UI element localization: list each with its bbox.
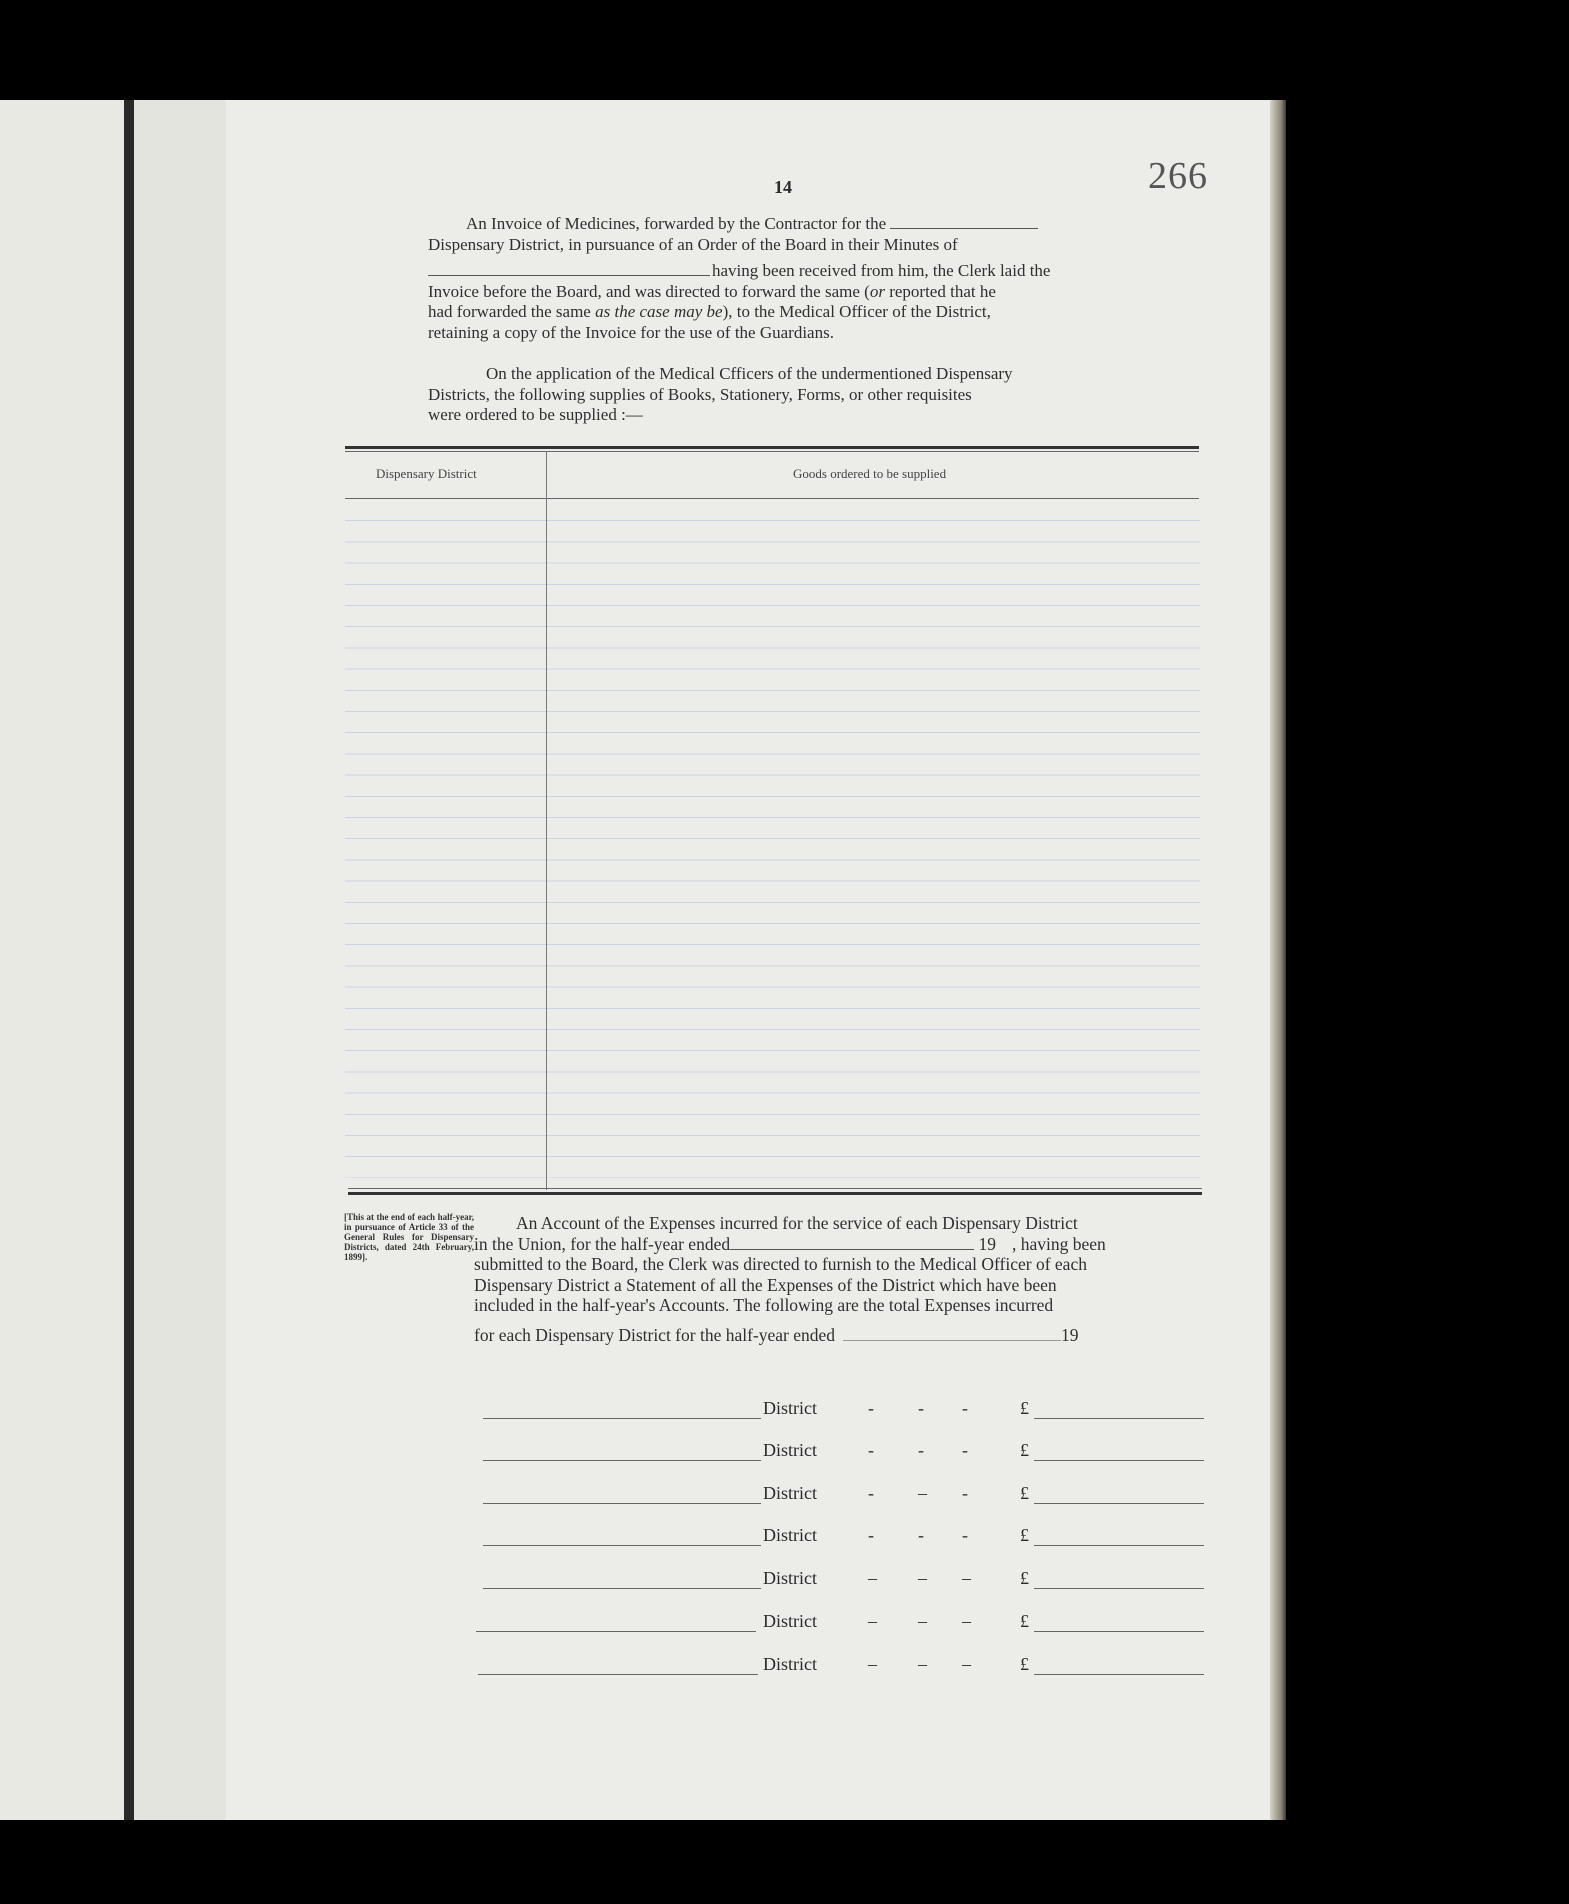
amount-blank (1034, 1588, 1204, 1589)
account-line-5: included in the half-year's Accounts. The following are the total Expenses incurred (474, 1295, 1054, 1315)
district-name-blank (483, 1460, 761, 1461)
dash: - (868, 1440, 874, 1460)
dash: - (868, 1398, 874, 1418)
dash: - (918, 1525, 924, 1545)
dash: – (962, 1654, 971, 1674)
invoice-line-5b: ), to the Medical Officer of the District, (722, 302, 991, 321)
application-line-2: Districts, the following supplies of Books, Stationery, Forms, or other requisites (428, 384, 972, 404)
account-line-2a: in the Union, for the half-year ended (474, 1233, 731, 1254)
facing-page (0, 100, 124, 1820)
district-row (0, 1566, 1569, 1596)
district-name-blank (483, 1418, 761, 1419)
district-label: District (763, 1611, 817, 1631)
pound-sign: £ (1020, 1440, 1029, 1460)
invoice-line-2: Dispensary District, in pursuance of an Order of the Board in their Minutes of (428, 234, 958, 254)
district-label: District (763, 1525, 817, 1545)
pound-sign: £ (1020, 1483, 1029, 1503)
table-bottom-rule-thin (348, 1188, 1202, 1189)
dash: – (918, 1568, 927, 1588)
account-line-2b: 19 (978, 1233, 996, 1254)
invoice-paragraph (428, 214, 1142, 343)
district-name-blank (483, 1588, 761, 1589)
dash: - (918, 1398, 924, 1418)
district-label: District (763, 1440, 817, 1460)
amount-blank (1034, 1418, 1204, 1419)
invoice-line-4b: reported that he (884, 281, 996, 301)
pound-sign: £ (1020, 1525, 1029, 1545)
district-row (0, 1481, 1569, 1511)
folio-number: 266 (1148, 155, 1208, 197)
amount-blank (1034, 1503, 1204, 1504)
dash: – (918, 1483, 927, 1503)
pound-sign: £ (1020, 1398, 1029, 1418)
dash: – (868, 1654, 877, 1674)
dash: – (918, 1654, 927, 1674)
district-name-blank (478, 1674, 758, 1675)
minutes-blank (428, 274, 710, 276)
account-line-6b: 19 (1061, 1324, 1079, 1345)
table-ruled-lines (345, 500, 1200, 1178)
column-header-district: Dispensary District (376, 466, 477, 481)
district-row (0, 1523, 1569, 1553)
half-year-blank (730, 1248, 974, 1250)
dash: - (962, 1440, 968, 1460)
district-label: District (763, 1483, 817, 1503)
invoice-line-5a: had forwarded the same (428, 302, 596, 321)
amount-blank (1034, 1545, 1204, 1546)
column-header-goods: Goods ordered to be supplied (793, 466, 947, 481)
dash: - (868, 1483, 874, 1503)
amount-blank (1034, 1674, 1204, 1675)
invoice-line-6: retaining a copy of the Invoice for the use of the Guardians. (428, 322, 834, 342)
account-line-2c: , having been (1011, 1233, 1106, 1254)
page-number: 14 (774, 177, 792, 197)
page-edge-shadow (1270, 100, 1286, 1820)
account-line-1: An Account of the Expenses incurred for the service of each Dispensary District (516, 1213, 1078, 1233)
book-spine (124, 100, 134, 1820)
invoice-line-1: An Invoice of Medicines, forwarded by the Contractor for the (466, 214, 887, 233)
dash: – (868, 1568, 877, 1588)
district-row (0, 1609, 1569, 1639)
dash: – (868, 1611, 877, 1631)
dash: - (918, 1440, 924, 1460)
contractor-blank (890, 227, 1038, 229)
table-column-divider (546, 452, 547, 1190)
table-top-rule-thin (345, 451, 1199, 452)
district-name-blank (483, 1545, 761, 1546)
district-name-blank (483, 1503, 761, 1504)
pound-sign: £ (1020, 1568, 1029, 1588)
invoice-line-4: Invoice before the Board, and was directed to forward the same ( (428, 281, 870, 301)
district-row (0, 1438, 1569, 1468)
account-line-3: submitted to the Board, the Clerk was directed to furnish to the Medical Officer of each (474, 1254, 1087, 1274)
invoice-line-3: having been received from him, the Clerk laid the (712, 261, 1051, 280)
invoice-or: or (869, 281, 885, 301)
district-label: District (763, 1654, 817, 1674)
district-label: District (763, 1398, 817, 1418)
pound-sign: £ (1020, 1654, 1029, 1674)
dash: - (962, 1525, 968, 1545)
dash: - (962, 1483, 968, 1503)
page-gutter (134, 100, 227, 1820)
dash: – (962, 1611, 971, 1631)
account-paragraph (474, 1213, 1204, 1345)
amount-blank (1034, 1460, 1204, 1461)
application-line-3: were ordered to be supplied :— (428, 405, 643, 424)
account-line-6a: for each Dispensary District for the half-year ended (474, 1324, 836, 1345)
margin-note: [This at the end of each half-year, in pursuance of Article 33 of the General Rules for Dispensary Districts, dated 24th February, 1899]. (344, 1212, 474, 1262)
dash: - (868, 1525, 874, 1545)
application-line-1: On the application of the Medical Cfficers of the undermentioned Dispensary (486, 364, 1013, 383)
dash: - (962, 1398, 968, 1418)
district-row (0, 1396, 1569, 1426)
account-line-4: Dispensary District a Statement of all the Expenses of the District which have been (474, 1274, 1057, 1295)
application-paragraph (428, 364, 1142, 426)
district-row (0, 1652, 1569, 1682)
table-header-rule (345, 498, 1199, 499)
table-top-rule (345, 446, 1199, 449)
dash: – (918, 1611, 927, 1631)
invoice-italic: as the case may be (595, 302, 723, 321)
table-bottom-rule (348, 1192, 1202, 1195)
dash: – (962, 1568, 971, 1588)
district-label: District (763, 1568, 817, 1588)
half-year-blank-2 (843, 1339, 1061, 1341)
amount-blank (1034, 1631, 1204, 1632)
district-name-blank (476, 1631, 756, 1632)
pound-sign: £ (1020, 1611, 1029, 1631)
